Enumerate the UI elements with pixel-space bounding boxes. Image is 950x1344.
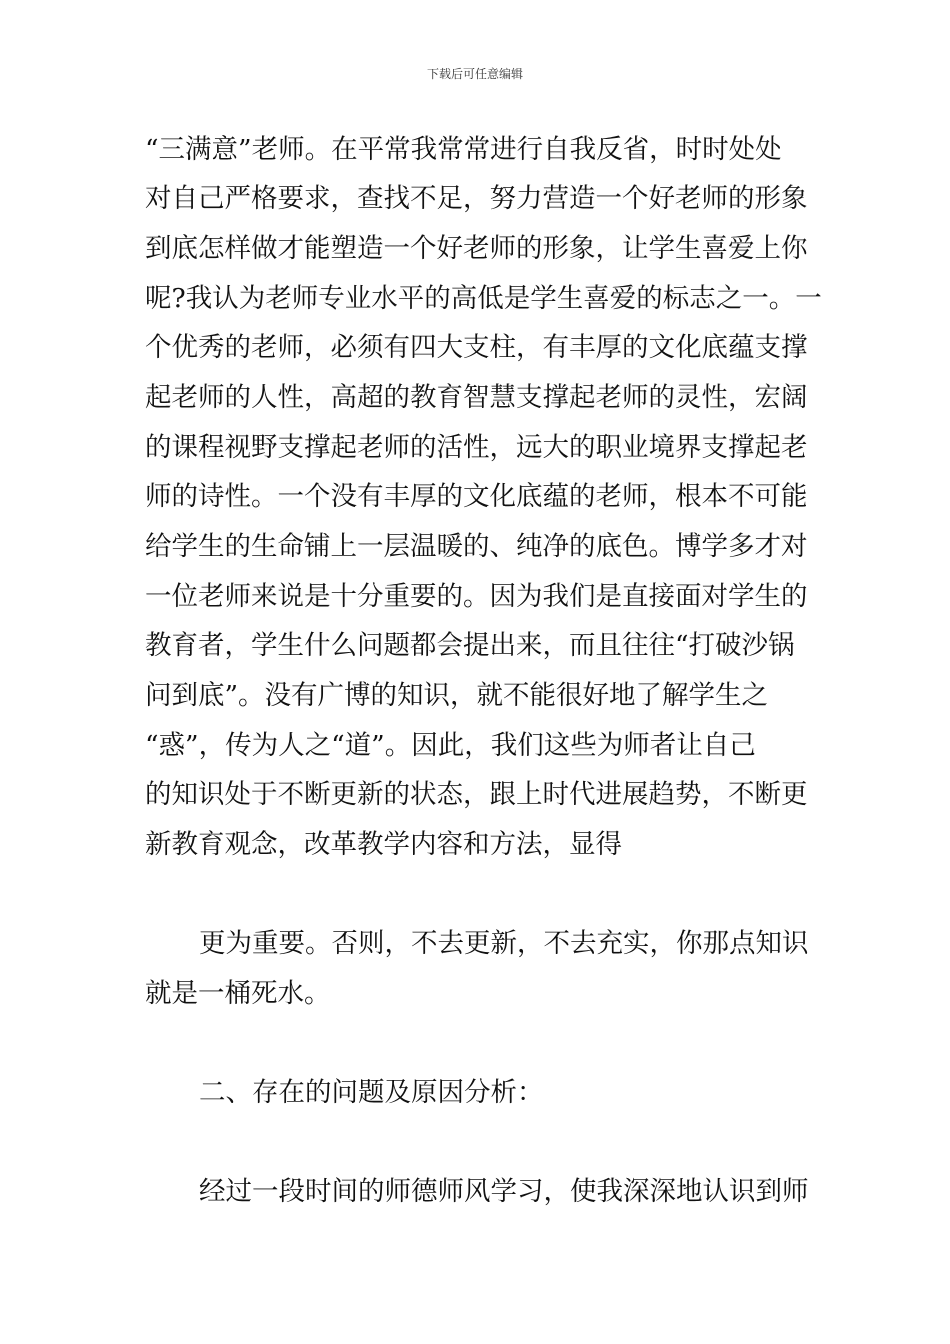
paragraph-line: 到底怎样做才能塑造一个好老师的形象，让学生喜爱上你 [145, 233, 808, 264]
paragraph-line: 就是一桶死水。 [145, 978, 331, 1009]
paragraph-line: 起老师的人性，高超的教育智慧支撑起老师的灵性，宏阔 [145, 382, 808, 413]
paragraph-line: 更为重要。否则，不去更新，不去充实，你那点知识 [199, 928, 809, 959]
paragraph-line: “三满意”老师。在平常我常常进行自我反省，时时处处 [145, 134, 782, 165]
paragraph-line: 个优秀的老师，必须有四大支柱，有丰厚的文化底蕴支撑 [145, 332, 808, 363]
paragraph-line: 师的诗性。一个没有丰厚的文化底蕴的老师，根本不可能 [145, 481, 808, 512]
paragraph-line: “惑”，传为人之“道”。因此，我们这些为师者让自己 [145, 730, 756, 761]
paragraph-line: 经过一段时间的师德师风学习，使我深深地认识到师 [199, 1176, 809, 1207]
paragraph-line: 给学生的生命铺上一层温暖的、纯净的底色。博学多才对 [145, 531, 808, 562]
paragraph-line: 教育者，学生什么问题都会提出来，而且往往“打破沙锅 [145, 630, 795, 661]
section-heading: 二、存在的问题及原因分析： [199, 1077, 544, 1108]
paragraph-line: 的课程视野支撑起老师的活性，远大的职业境界支撑起老 [145, 432, 808, 463]
paragraph-line: 的知识处于不断更新的状态，跟上时代进展趋势，不断更 [145, 779, 808, 810]
paragraph-line: 问到底”。没有广博的知识，就不能很好地了解学生之 [145, 680, 769, 711]
paragraph-line: 一位老师来说是十分重要的。因为我们是直接面对学生的 [145, 581, 808, 612]
paragraph-line: 呢?我认为老师专业水平的高低是学生喜爱的标志之一。一 [145, 283, 822, 314]
page-header: 下载后可任意编辑 [426, 67, 523, 81]
paragraph-line: 对自己严格要求，查找不足，努力营造一个好老师的形象 [145, 183, 808, 214]
paragraph-line: 新教育观念，改革教学内容和方法，显得 [145, 829, 622, 860]
